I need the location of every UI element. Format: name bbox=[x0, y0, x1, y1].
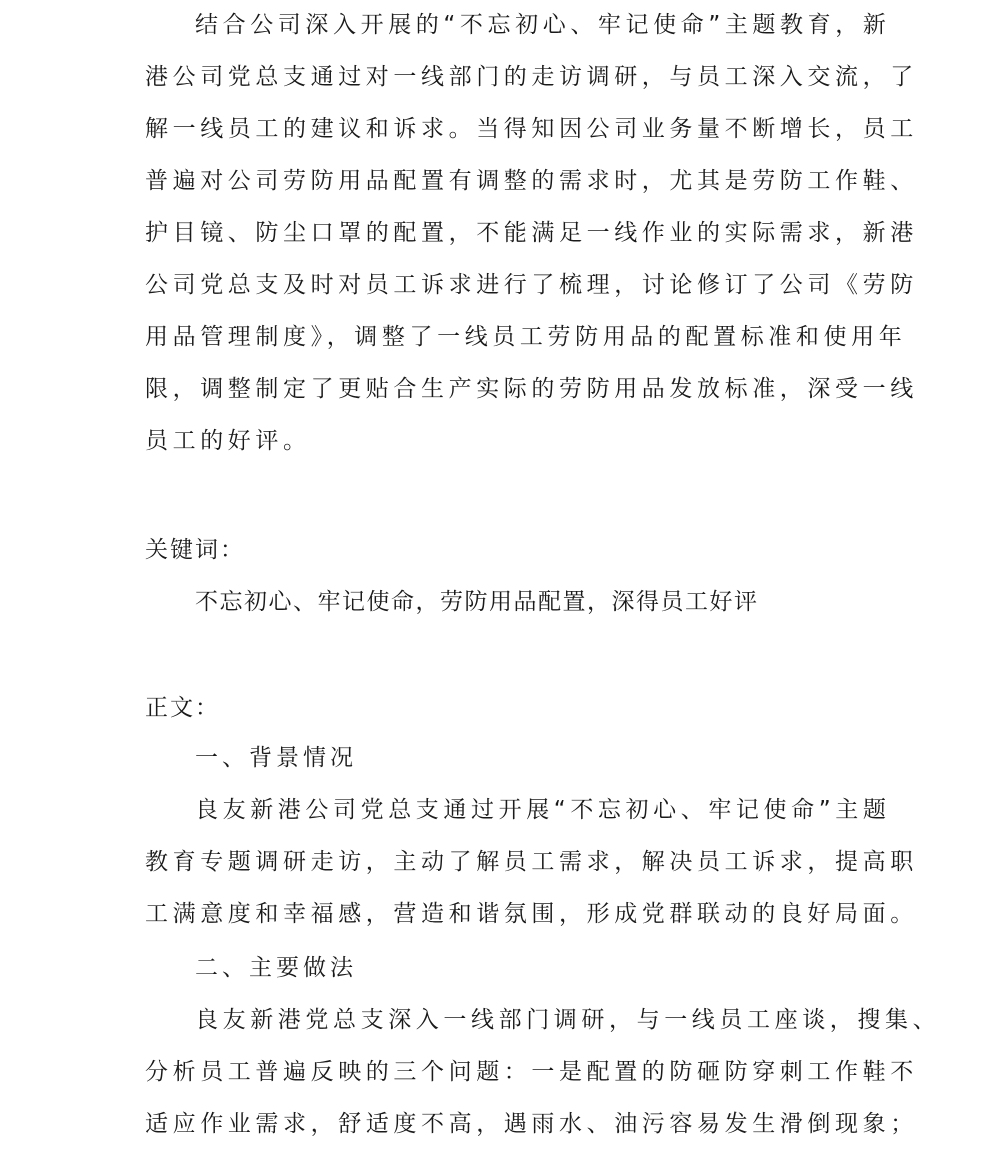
intro-line-3: 解一线员工的建议和诉求。当得知因公司业务量不断增长，员工 bbox=[145, 116, 918, 142]
intro-line-4: 普遍对公司劳防用品配置有调整的需求时，尤其是劳防工作鞋、 bbox=[145, 168, 918, 194]
section-2-line-1: 良友新港党总支深入一线部门调研，与一线员工座谈，搜集、 bbox=[195, 1007, 941, 1033]
intro-line-1: 结合公司深入开展的“不忘初心、牢记使命”主题教育，新 bbox=[195, 12, 891, 38]
intro-line-8: 限，调整制定了更贴合生产实际的劳防用品发放标准，深受一线 bbox=[145, 376, 918, 402]
section-2-line-2: 分析员工普遍反映的三个问题：一是配置的防砸防穿刺工作鞋不 bbox=[145, 1059, 918, 1085]
intro-line-7: 用品管理制度》，调整了一线员工劳防用品的配置标准和使用年 bbox=[145, 324, 907, 350]
section-1-heading: 一、背景情况 bbox=[195, 745, 357, 771]
keywords-text: 不忘初心、牢记使命，劳防用品配置，深得员工好评 bbox=[195, 589, 759, 615]
intro-line-9: 员工的好评。 bbox=[145, 428, 311, 454]
intro-line-5: 护目镜、防尘口罩的配置，不能满足一线作业的实际需求，新港 bbox=[145, 220, 918, 246]
keywords-label: 关键词： bbox=[145, 537, 245, 563]
section-1-line-3: 工满意度和幸福感，营造和谐氛围，形成党群联动的良好局面。 bbox=[145, 901, 918, 927]
intro-line-2: 港公司党总支通过对一线部门的走访调研，与员工深入交流，了 bbox=[145, 64, 918, 90]
intro-line-6: 公司党总支及时对员工诉求进行了梳理，讨论修订了公司《劳防 bbox=[145, 272, 918, 298]
body-label: 正文： bbox=[145, 695, 220, 721]
section-1-line-2: 教育专题调研走访，主动了解员工需求，解决员工诉求，提高职 bbox=[145, 849, 918, 875]
section-2-line-3: 适应作业需求，舒适度不高，遇雨水、油污容易发生滑倒现象； bbox=[145, 1111, 918, 1137]
section-1-line-1: 良友新港公司党总支通过开展“不忘初心、牢记使命”主题 bbox=[195, 797, 891, 823]
section-2-heading: 二、主要做法 bbox=[195, 955, 357, 981]
